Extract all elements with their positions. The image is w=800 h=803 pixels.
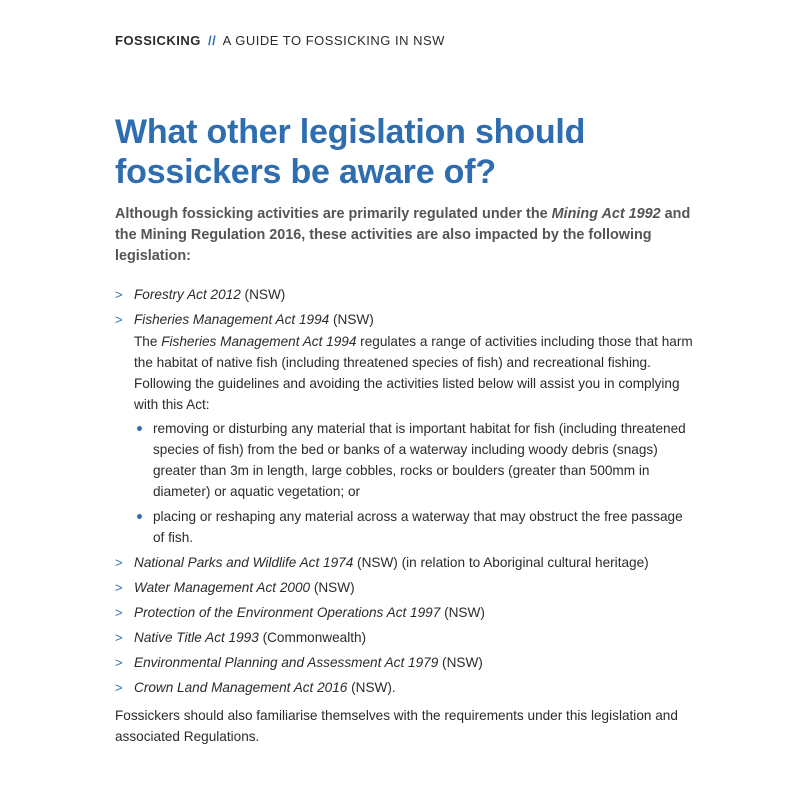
intro-act: Mining Act 1992: [551, 206, 661, 222]
header-section: FOSSICKING: [115, 33, 201, 48]
act-name: Environmental Planning and Assessment Act 1979: [134, 655, 439, 670]
act-name: National Parks and Wildlife Act 1974: [134, 555, 354, 570]
bullet-text: removing or disturbing any material that is important habitat for fish (including threatened species of fish) from the bed or banks of a waterway including woody debris (snags) greater than 3m in length, large cobbles, rocks or boulders (greater than 500mm in diameter) or aquatic vegetation; or: [153, 421, 686, 499]
act-jurisdiction: (NSW): [329, 312, 374, 327]
act-name: Native Title Act 1993: [134, 630, 259, 645]
act-jurisdiction: (NSW): [440, 605, 485, 620]
arrow-icon: >: [115, 680, 123, 695]
arrow-icon: >: [115, 287, 123, 302]
list-item-national-parks: [115, 552, 695, 573]
legislation-list: [115, 284, 695, 702]
act-jurisdiction: (NSW) (in relation to Aboriginal cultural heritage): [353, 555, 649, 570]
desc-rest: regulates a range of activities including those that harm the habitat of native fish (including threatened species of fish) and recreational fishing. Following the guidelines and avoiding the activities listed below will assist you in complying with this Act:: [134, 334, 693, 412]
arrow-icon: >: [115, 555, 123, 570]
arrow-icon: >: [115, 655, 123, 670]
running-header: [115, 33, 445, 48]
arrow-icon: >: [115, 605, 123, 620]
list-item-environmental: [115, 652, 695, 673]
bullet-item: [134, 418, 695, 502]
bullet-dot-icon: [137, 514, 142, 519]
fisheries-bullet-list: [134, 418, 695, 548]
page-title: What other legislation should fossickers be aware of?: [115, 113, 586, 191]
closing-paragraph: Fossickers should also familiarise themselves with the requirements under this legislation and associated Regulations.: [115, 708, 678, 744]
desc-act: Fisheries Management Act 1994: [161, 334, 357, 349]
list-item-native-title: [115, 627, 695, 648]
intro-part2: and the Mining Regulation 2016, these activities are also impacted by the following legislation:: [115, 206, 691, 264]
desc-prefix: The: [134, 334, 162, 349]
act-name: Protection of the Environment Operations Act 1997: [134, 605, 441, 620]
bullet-text: placing or reshaping any material across a waterway that may obstruct the free passage of fish.: [153, 509, 683, 545]
list-item-crown-land: [115, 677, 695, 698]
header-separator: //: [208, 33, 217, 48]
list-item-water: [115, 577, 695, 598]
list-item-forestry: [115, 284, 695, 305]
bullet-item: [134, 506, 695, 548]
act-jurisdiction: (NSW): [240, 287, 286, 302]
intro-part1: Although fossicking activities are primarily regulated under the: [115, 206, 552, 222]
arrow-icon: >: [115, 630, 123, 645]
act-name: Fisheries Management Act 1994: [134, 312, 330, 327]
arrow-icon: >: [115, 580, 123, 595]
act-jurisdiction: (Commonwealth): [258, 630, 367, 645]
arrow-icon: >: [115, 312, 123, 327]
act-name: Crown Land Management Act 2016: [134, 680, 348, 695]
act-jurisdiction: (NSW).: [347, 680, 396, 695]
intro-paragraph: [115, 204, 695, 267]
act-jurisdiction: (NSW): [438, 655, 483, 670]
list-item-protection: [115, 602, 695, 623]
act-name: Forestry Act 2012: [134, 287, 241, 302]
fisheries-description: [134, 331, 695, 415]
act-name: Water Management Act 2000: [134, 580, 311, 595]
act-jurisdiction: (NSW): [310, 580, 355, 595]
list-item-fisheries: [115, 309, 695, 548]
bullet-dot-icon: [137, 426, 142, 431]
header-subtitle: A GUIDE TO FOSSICKING IN NSW: [222, 33, 445, 48]
